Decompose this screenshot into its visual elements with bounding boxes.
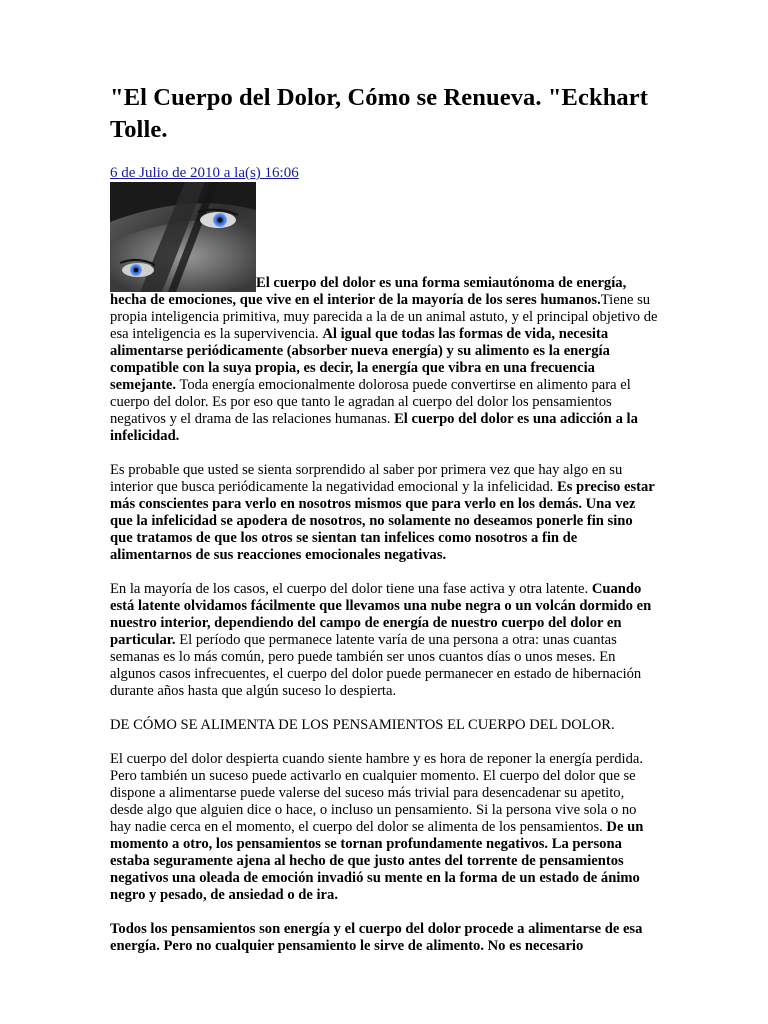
document-page xyxy=(110,82,658,955)
text-segment: Toda energía emocionalmente dolorosa puede convertirse en alimento para el cuerpo del dolor. Es por eso que tanto le agradan al cuerpo del dolor los pensamientos negativos y el drama de las relaciones humanas. xyxy=(110,377,631,427)
text-segment: Todos los pensamientos son energía y el cuerpo del dolor procede a alimentarse de esa energía. Pero no cualquier pensamiento le sirve de alimento. No es necesario xyxy=(110,921,643,954)
text-segment: En la mayoría de los casos, el cuerpo del dolor tiene una fase activa y otra latente. xyxy=(110,581,592,597)
paragraph-1 xyxy=(110,182,658,445)
eyes-photo-icon xyxy=(110,182,256,292)
article-title: "El Cuerpo del Dolor, Cómo se Renueva. "Eckhart Tolle. xyxy=(110,84,649,143)
text-segment: Es probable que usted se sienta sorprendido al saber por primera vez que hay algo en su interior que busca periódicamente la negatividad emocional y la infelicidad. xyxy=(110,462,623,495)
paragraph-5 xyxy=(110,921,658,955)
paragraph-4 xyxy=(110,751,658,904)
eyes-photo xyxy=(110,182,256,292)
text-segment: DE CÓMO SE ALIMENTA DE LOS PENSAMIENTOS EL CUERPO DEL DOLOR. xyxy=(110,717,615,733)
date-link[interactable]: 6 de Julio de 2010 a la(s) 16:06 xyxy=(110,165,299,181)
text-segment: Es preciso estar más conscientes para verlo en nosotros mismos que para verlo en los demás. Una vez que la infelicidad se apodera de nosotros, no solamente no deseamos ponerle fin sino que tratamos de que los otros se sientan tan infelices como nosotros a fin de alimentarnos de sus reacciones emocionales negativas. xyxy=(110,479,655,563)
paragraph-2 xyxy=(110,462,658,564)
text-segment: El período que permanece latente varía de una persona a otra: unas cuantas semanas es lo más común, pero puede también ser unos cuantos días o unos meses. En algunos casos infrecuentes, el cuerpo del dolor puede permanecer en estado de hibernación durante años hasta que algún suceso lo despierta. xyxy=(110,632,642,699)
paragraph-3 xyxy=(110,581,658,700)
text-segment: De un momento a otro, los pensamientos se tornan profundamente negativos. La persona estaba seguramente ajena al hecho de que justo antes del torrente de pensamientos negativos una oleada de emoción invadió su mente en la forma de un estado de ánimo negro y pesado, de ansiedad o de ira. xyxy=(110,819,644,903)
text-segment: Al igual que todas las formas de vida, necesita alimentarse periódicamente (absorber nueva energía) y su alimento es la energía compatible con la suya propia, es decir, la energía que vibra en una frecuencia semejante. xyxy=(110,326,610,393)
text-segment: Tiene su propia inteligencia primitiva, muy parecida a la de un animal astuto, y el principal objetivo de esa inteligencia es la supervivencia. xyxy=(110,292,658,342)
text-segment: El cuerpo del dolor es una forma semiautónoma de energía, hecha de emociones, que vive en el interior de la mayoría de los seres humanos. xyxy=(110,275,627,308)
section-heading xyxy=(110,717,658,734)
text-segment: El cuerpo del dolor es una adicción a la infelicidad. xyxy=(110,411,638,444)
text-segment: Cuando está latente olvidamos fácilmente que llevamos una nube negra o un volcán dormido en nuestro interior, dependiendo del campo de energía de nuestro cuerpo del dolor en particular. xyxy=(110,581,652,648)
text-segment: El cuerpo del dolor despierta cuando siente hambre y es hora de reponer la energía perdida. Pero también un suceso puede activarlo en cualquier momento. El cuerpo del dolor que se dispone a alimentarse puede valerse del suceso más trivial para desencadenar su apetito, desde algo que alguien dice o hace, o incluso un pensamiento. Si la persona vive sola o no hay nadie cerca en el momento, el cuerpo del dolor se alimenta de los pensamientos. xyxy=(110,751,643,835)
